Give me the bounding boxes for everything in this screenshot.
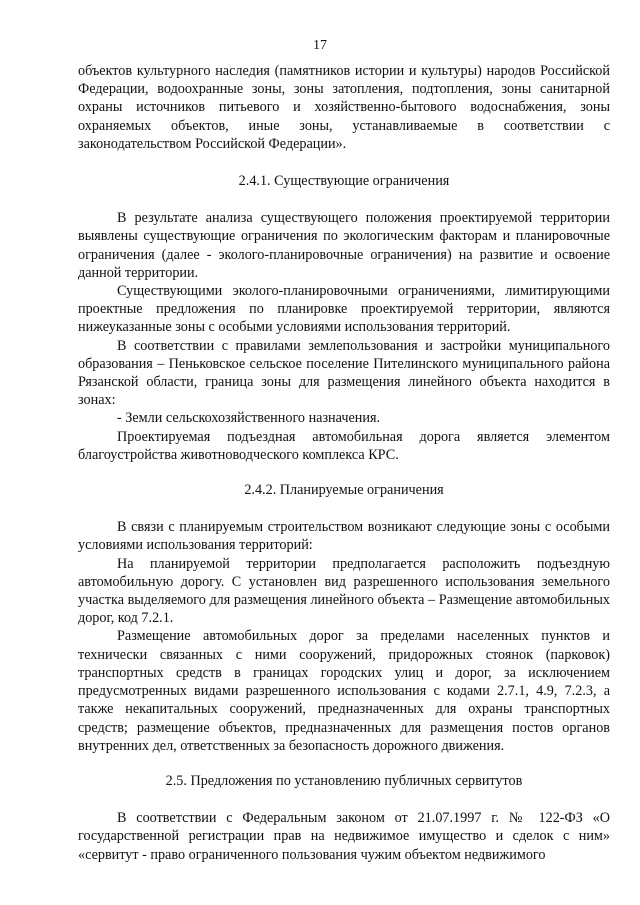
paragraph-planned-road: На планируемой территории предполагается расположить подъездную автомобильную дорогу. С установлен вид разрешенного использования земельного участка выделяемого для размещения линейного объекта – Размещение автомобильных дорог, код 7.2.1. [78, 555, 610, 627]
section-heading-public-servitudes: 2.5. Предложения по установлению публичных сервитутов [165, 772, 523, 789]
paragraph-federal-law: В соответствии с Федеральным законом от 21.07.1997 г. № 122-ФЗ «О государственной регистрации прав на недвижимое имущество и сделок с ним» «сервитут - право ограниченного пользования чужим объектом недвижимого [78, 810, 610, 863]
list-item-agricultural-land: - Земли сельскохозяйственного назначения. [117, 410, 381, 427]
document-body [78, 62, 610, 864]
paragraph-access-road: Проектируемая подъездная автомобильная дорога является элементом благоустройства животноводческого комплекса КРС. [78, 428, 610, 463]
section-heading-existing-restrictions: 2.4.1. Существующие ограничения [238, 173, 450, 190]
section-heading-planned-restrictions: 2.4.2. Планируемые ограничения [244, 482, 444, 499]
paragraph-planned-zones: В связи с планируемым строительством возникают следующие зоны с особыми условиями использования территорий: [78, 519, 610, 554]
intro-paragraph: объектов культурного наследия (памятников истории и культуры) народов Российской Федерации, водоохранные зоны, зоны затопления, подтопления, зоны санитарной охраны источников питьевого и хозяйственно-бытового водоснабжения, зоны охраняемых объектов, иные зоны, устанавливаемые в соответствии с законодательством Российской Федерации». [78, 63, 610, 152]
paragraph-land-use-rules: В соответствии с правилами землепользования и застройки муниципального образования – Пеньковское сельское поселение Пителинского муниципального района Рязанской области, граница зоны для размещения линейного объекта находится в зонах: [78, 337, 610, 409]
paragraph-analysis-result: В результате анализа существующего положения проектируемой территории выявлены существующие ограничения по экологическим факторам и планировочные ограничения (далее - эколого-планировочные ограничения) на развитие и освоение данной территории. [78, 210, 610, 281]
paragraph-road-placement: Размещение автомобильных дорог за пределами населенных пунктов и технически связанных с ними сооружений, придорожных стоянок (парковок) транспортных средств в границах городских улиц и дорог, за исключением предусмотренных видами разрешенного использования с кодами 2.7.1, 4.9, 7.2.3, а также некапитальных сооружений, предназначенных для охраны транспортных средств; размещение объектов, предназначенных для размещения постов органов внутренних дел, ответственных за безопасность дорожного движения. [78, 628, 610, 754]
paragraph-existing-restrictions-zones: Существующими эколого-планировочными ограничениями, лимитирующими проектные предложения по планировке проектируемой территории, являются нижеуказанные зоны с особыми условиями использования территорий. [78, 283, 610, 336]
page-number: 17 [313, 38, 327, 53]
